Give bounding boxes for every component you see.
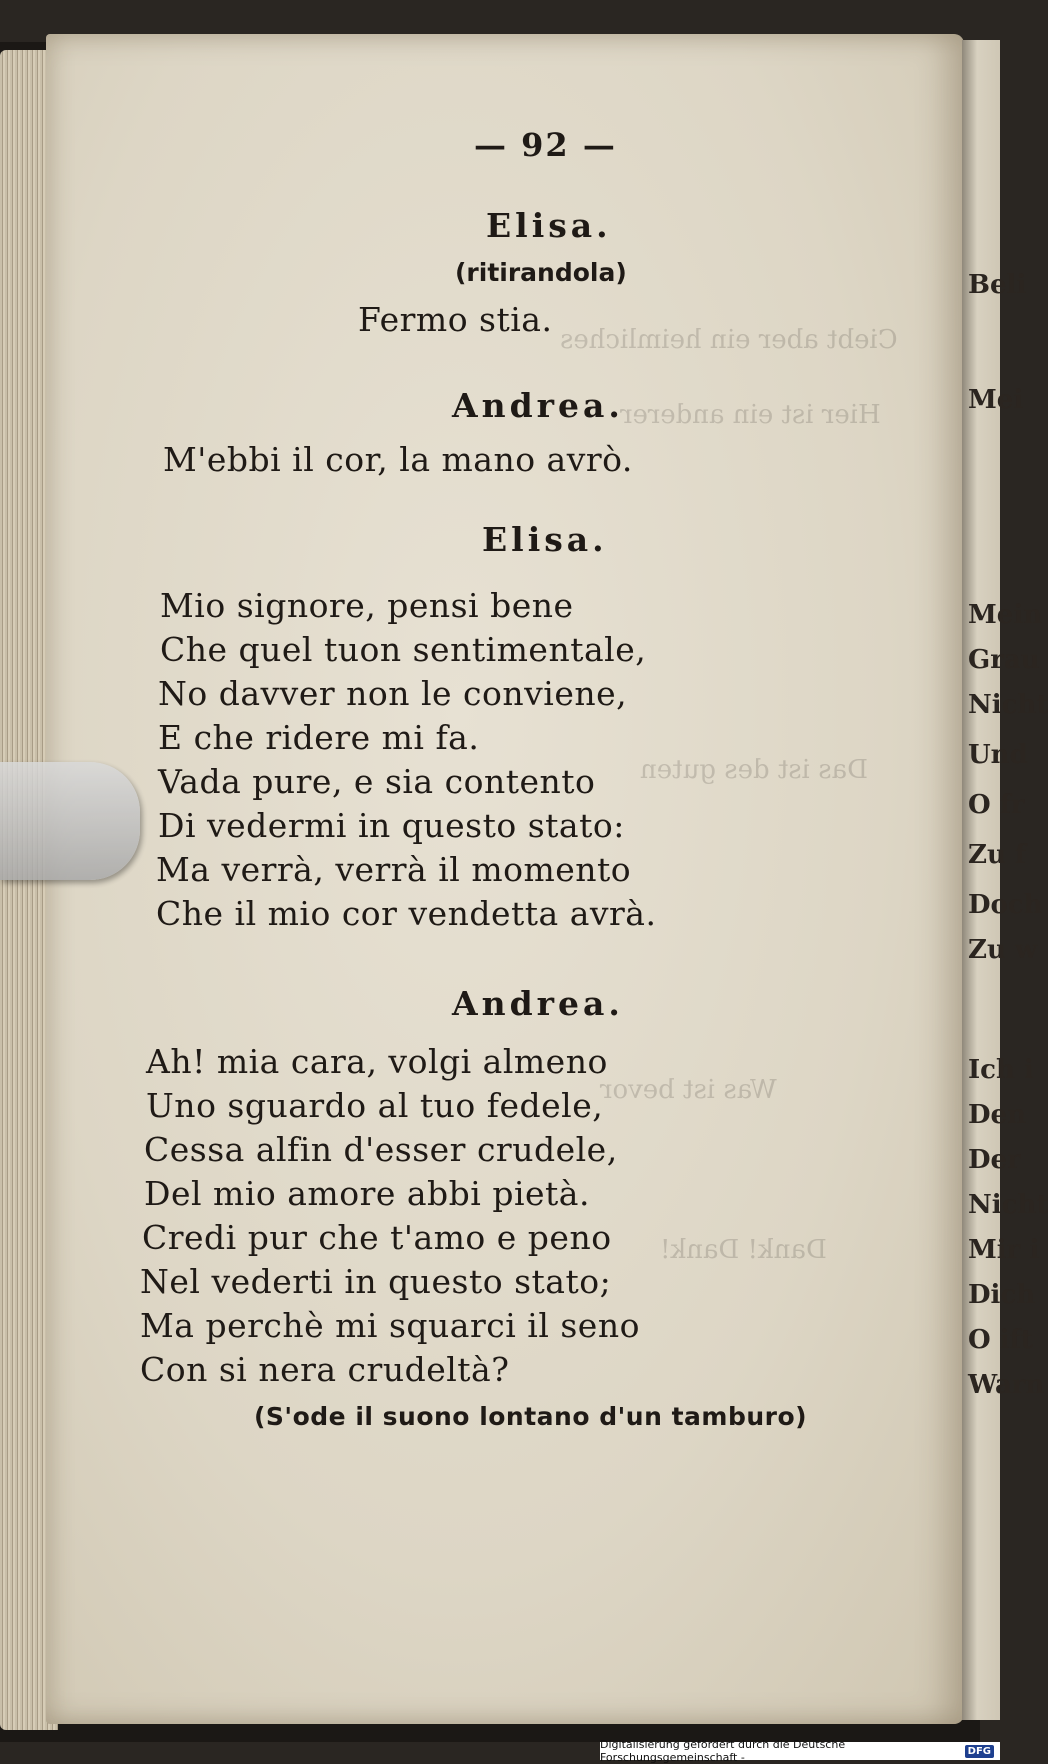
facing-page-fragment: Zu f bbox=[968, 840, 1027, 870]
verse-line: Ma perchè mi squarci il seno bbox=[140, 1306, 640, 1345]
verse-line: Che il mio cor vendetta avrà. bbox=[156, 894, 657, 933]
show-through-text: Was ist bevor bbox=[600, 1075, 777, 1105]
facing-page-fragment: O fr bbox=[968, 790, 1025, 820]
stage-direction: (S'ode il suono lontano d'un tamburo) bbox=[254, 1402, 808, 1431]
verse-line: Cessa alfin d'esser crudele, bbox=[144, 1130, 618, 1169]
speaker-name: Elisa. bbox=[486, 206, 612, 245]
credit-text: Digitalisierung gefördert durch die Deutsche Forschungsgemeinschaft - bbox=[600, 1738, 846, 1764]
facing-page-fragment: O ift bbox=[968, 1325, 1033, 1355]
stage-direction-inline: (ritirandola) bbox=[455, 258, 627, 287]
verse-line: Uno sguardo al tuo fedele, bbox=[146, 1086, 604, 1125]
verse-line: Mio signore, pensi bene bbox=[160, 586, 574, 625]
facing-page-fragment: Doch bbox=[968, 890, 1043, 920]
facing-page-fragment: Grau bbox=[968, 645, 1040, 675]
verse-line: E che ridere mi fa. bbox=[158, 718, 480, 757]
facing-page-fragment: Zu w bbox=[968, 935, 1038, 965]
facing-page-fragment: Und bbox=[968, 740, 1028, 770]
verse-line: M'ebbi il cor, la mano avrò. bbox=[163, 440, 633, 479]
speaker-name: Andrea. bbox=[452, 984, 624, 1023]
facing-page-fragment: Nicht bbox=[968, 1190, 1048, 1220]
verse-line: Del mio amore abbi pietà. bbox=[144, 1174, 590, 1213]
verse-line: Ma verrà, verrà il momento bbox=[156, 850, 632, 889]
show-through-text: Hier ist ein anderer bbox=[620, 400, 881, 430]
facing-page-fragment: Beli bbox=[968, 270, 1027, 300]
digitization-credit bbox=[600, 1738, 1000, 1764]
show-through-text: Ciebt aber ein heimliches bbox=[560, 325, 898, 355]
speaker-name: Elisa. bbox=[482, 520, 608, 559]
verse-line: No davver non le conviene, bbox=[158, 674, 628, 713]
verse-line: Di vedermi in questo stato: bbox=[158, 806, 625, 845]
facing-page-fragment: Der bbox=[968, 1145, 1021, 1175]
facing-page-fragment: Ich i bbox=[968, 1055, 1034, 1085]
facing-page-fragment: Den bbox=[968, 1100, 1026, 1130]
verse-line: Nel vederti in questo stato; bbox=[140, 1262, 612, 1301]
facing-page-fragment: Mein bbox=[968, 600, 1043, 630]
verse-line: Credi pur che t'amo e peno bbox=[142, 1218, 612, 1257]
speaker-name: Andrea. bbox=[452, 386, 624, 425]
facing-page-fragment: Mir i bbox=[968, 1235, 1040, 1265]
verse-line: Con si nera crudeltà? bbox=[140, 1350, 510, 1389]
facing-page-fragment: Nicht bbox=[968, 690, 1048, 720]
verse-line: Fermo stia. bbox=[358, 300, 553, 339]
show-through-text: Dank! Dank! bbox=[660, 1235, 827, 1265]
facing-page-fragment: Warn bbox=[968, 1370, 1045, 1400]
verse-line: Che quel tuon sentimentale, bbox=[160, 630, 647, 669]
show-through-text: Das ist des guten bbox=[640, 755, 868, 785]
facing-page-fragment: Dich bbox=[968, 1280, 1036, 1310]
dfg-logo: DFG bbox=[965, 1745, 994, 1758]
verse-line: Vada pure, e sia contento bbox=[158, 762, 596, 801]
facing-page-fragment: Mei bbox=[968, 385, 1024, 415]
facing-page-edge bbox=[962, 40, 1048, 1720]
bookmark-clip bbox=[0, 762, 140, 880]
verse-line: Ah! mia cara, volgi almeno bbox=[146, 1042, 608, 1081]
page-number: — 92 — bbox=[474, 126, 617, 164]
